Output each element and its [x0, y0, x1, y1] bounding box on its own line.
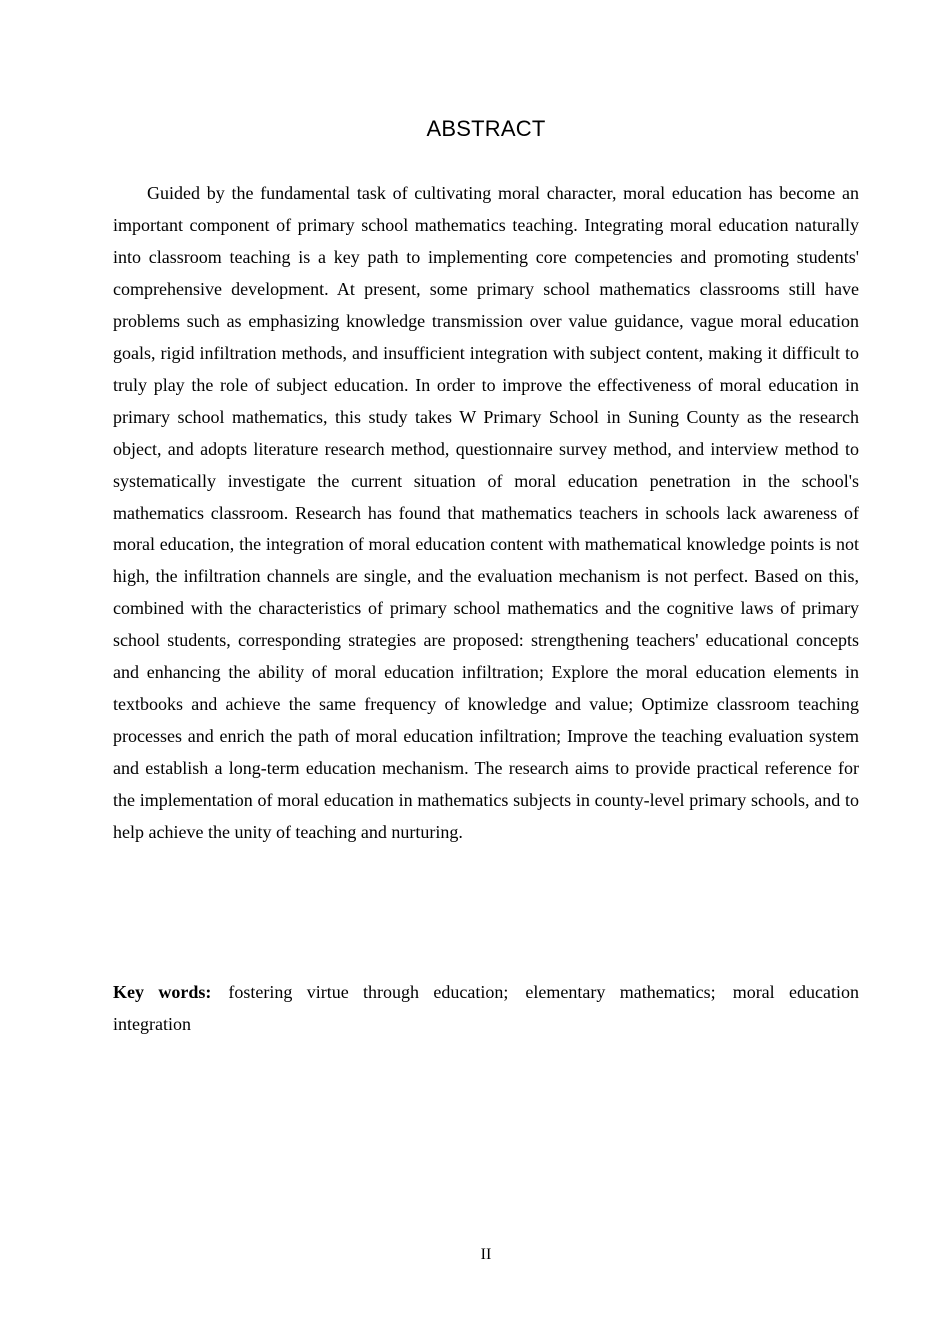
- keywords-label: Key words:: [113, 982, 212, 1002]
- keyword-item: moral education integration: [113, 982, 860, 1034]
- keywords-line: [113, 976, 859, 1040]
- abstract-title: ABSTRACT: [426, 116, 546, 141]
- abstract-body: Guided by the fundamental task of cultivating moral character, moral education has become an important component of primary school mathematics teaching. Integrating moral education naturally into classroom teaching is a key path to implementing core competencies and promoting students' comprehensive development. At present, some primary school mathematics classrooms still have problems such as emphasizing knowledge transmission over value guidance, vague moral education goals, rigid infiltration methods, and insufficient integration with subject content, making it difficult to truly play the role of subject education. In order to improve the effectiveness of moral education in primary school mathematics, this study takes W Primary School in Suning County as the research object, and adopts literature research method, questionnaire survey method, and interview method to systematically investigate the current situation of moral education penetration in the school's mathematics classroom. Research has found that mathematics teachers in schools lack awareness of moral education, the integration of moral education content with mathematical knowledge points is not high, the infiltration channels are single, and the evaluation mechanism is not perfect. Based on this, combined with the characteristics of primary school mathematics and the cognitive laws of primary school students, corresponding strategies are proposed: strengthening teachers' educational concepts and enhancing the ability of moral education infiltration; Explore the moral education elements in textbooks and achieve the same frequency of knowledge and value; Optimize classroom teaching processes and enrich the path of moral education infiltration; Improve the teaching evaluation system and establish a long-term education mechanism. The research aims to provide practical reference for the implementation of moral education in mathematics subjects in county-level primary schools, and to help achieve the unity of teaching and nurturing.: [113, 183, 859, 843]
- page-number: II: [480, 1246, 492, 1263]
- keyword-item: elementary mathematics;: [525, 982, 716, 1002]
- keyword-item: fostering virtue through education;: [228, 982, 509, 1002]
